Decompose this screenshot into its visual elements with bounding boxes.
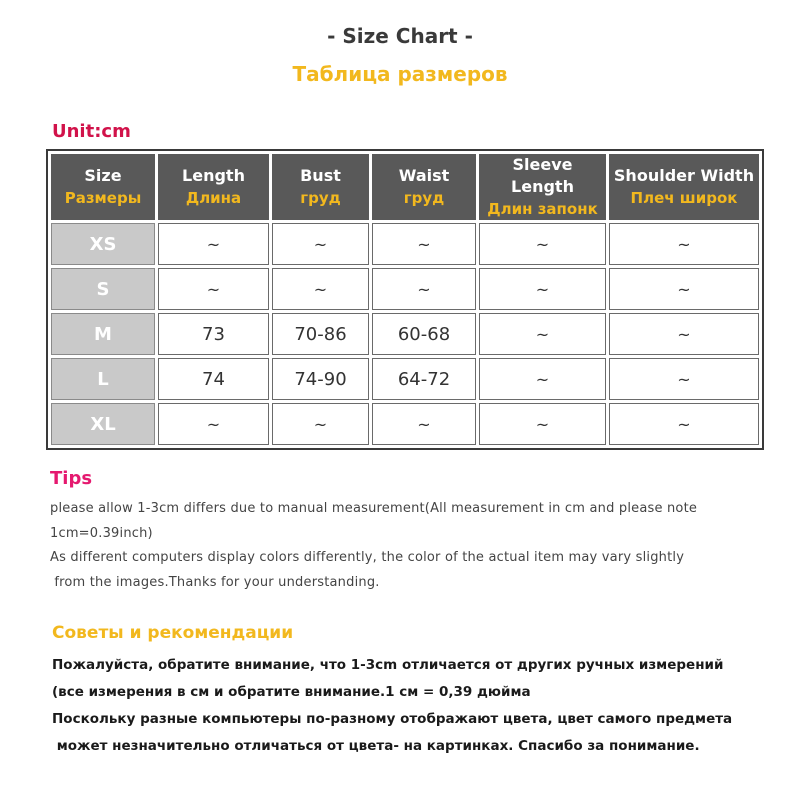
table-row (51, 223, 759, 265)
waist-cell: ~ (372, 403, 476, 445)
column-header-sleeve-length (479, 154, 606, 220)
bust-cell: ~ (272, 223, 369, 265)
sleeve-length-cell: ~ (479, 313, 606, 355)
length-cell: ~ (158, 268, 269, 310)
tips-line: 1cm=0.39inch) (50, 525, 153, 541)
size-table (46, 149, 764, 450)
waist-cell: 60-68 (372, 313, 476, 355)
column-header-shoulder-width (609, 154, 759, 220)
column-header-ru: Плеч широк (630, 189, 738, 207)
column-header-en: Waist (398, 166, 450, 185)
column-header-en: Bust (300, 166, 341, 185)
table-header-row (51, 154, 759, 220)
table-row (51, 268, 759, 310)
bust-cell: ~ (272, 268, 369, 310)
bust-cell: ~ (272, 403, 369, 445)
bust-cell: 70-86 (272, 313, 369, 355)
column-header-en: Size (84, 166, 122, 185)
shoulder-width-cell: ~ (609, 223, 759, 265)
size-chart-title: - Size Chart - (327, 24, 473, 48)
tips-line: from the images.Thanks for your understanding. (50, 574, 380, 590)
shoulder-width-cell: ~ (609, 358, 759, 400)
length-cell: ~ (158, 403, 269, 445)
tips-heading-russian: Советы и рекомендации (52, 623, 294, 643)
table-row (51, 313, 759, 355)
tips-line-russian: Пожалуйста, обратите внимание, что 1-3cm отличается от других ручных измерений (52, 657, 724, 673)
table-row (51, 358, 759, 400)
size-cell: XS (51, 223, 155, 265)
length-cell: 73 (158, 313, 269, 355)
size-cell: L (51, 358, 155, 400)
column-header-bust (272, 154, 369, 220)
size-cell: S (51, 268, 155, 310)
length-cell: 74 (158, 358, 269, 400)
column-header-en: Shoulder Width (613, 166, 755, 185)
size-chart-title-russian: Таблица размеров (292, 62, 508, 86)
bust-cell: 74-90 (272, 358, 369, 400)
waist-cell: ~ (372, 223, 476, 265)
sleeve-length-cell: ~ (479, 358, 606, 400)
column-header-en: Length (182, 166, 245, 185)
shoulder-width-cell: ~ (609, 313, 759, 355)
unit-label: Unit:cm (52, 121, 131, 142)
shoulder-width-cell: ~ (609, 268, 759, 310)
tips-line: As different computers display colors differently, the color of the actual item may vary slightly (50, 550, 685, 565)
sleeve-length-cell: ~ (479, 223, 606, 265)
tips-line-russian: Поскольку разные компьютеры по-разному отображают цвета, цвет самого предмета (52, 711, 733, 727)
tips-line-russian: (все измерения в см и обратите внимание.1 см = 0,39 дюйма (52, 684, 531, 700)
table-row (51, 403, 759, 445)
tips-text-russian (52, 652, 772, 760)
column-header-ru: Длина (185, 189, 242, 207)
column-header-ru: Длин запонк (487, 200, 598, 218)
sleeve-length-cell: ~ (479, 268, 606, 310)
size-cell: M (51, 313, 155, 355)
tips-heading: Tips (50, 468, 93, 489)
tips-line-russian: может незначительно отличаться от цвета- на картинках. Спасибо за понимание. (52, 738, 700, 754)
shoulder-width-cell: ~ (609, 403, 759, 445)
column-header-ru: Размеры (64, 189, 142, 207)
waist-cell: ~ (372, 268, 476, 310)
size-cell: XL (51, 403, 155, 445)
column-header-waist (372, 154, 476, 220)
tips-line: please allow 1-3cm differs due to manual measurement(All measurement in cm and please note (50, 501, 698, 516)
column-header-size (51, 154, 155, 220)
waist-cell: 64-72 (372, 358, 476, 400)
column-header-ru: груд (300, 189, 341, 207)
column-header-ru: груд (403, 189, 445, 207)
sleeve-length-cell: ~ (479, 403, 606, 445)
tips-text (50, 497, 760, 595)
column-header-en: Sleeve Length (511, 155, 574, 196)
length-cell: ~ (158, 223, 269, 265)
column-header-length (158, 154, 269, 220)
